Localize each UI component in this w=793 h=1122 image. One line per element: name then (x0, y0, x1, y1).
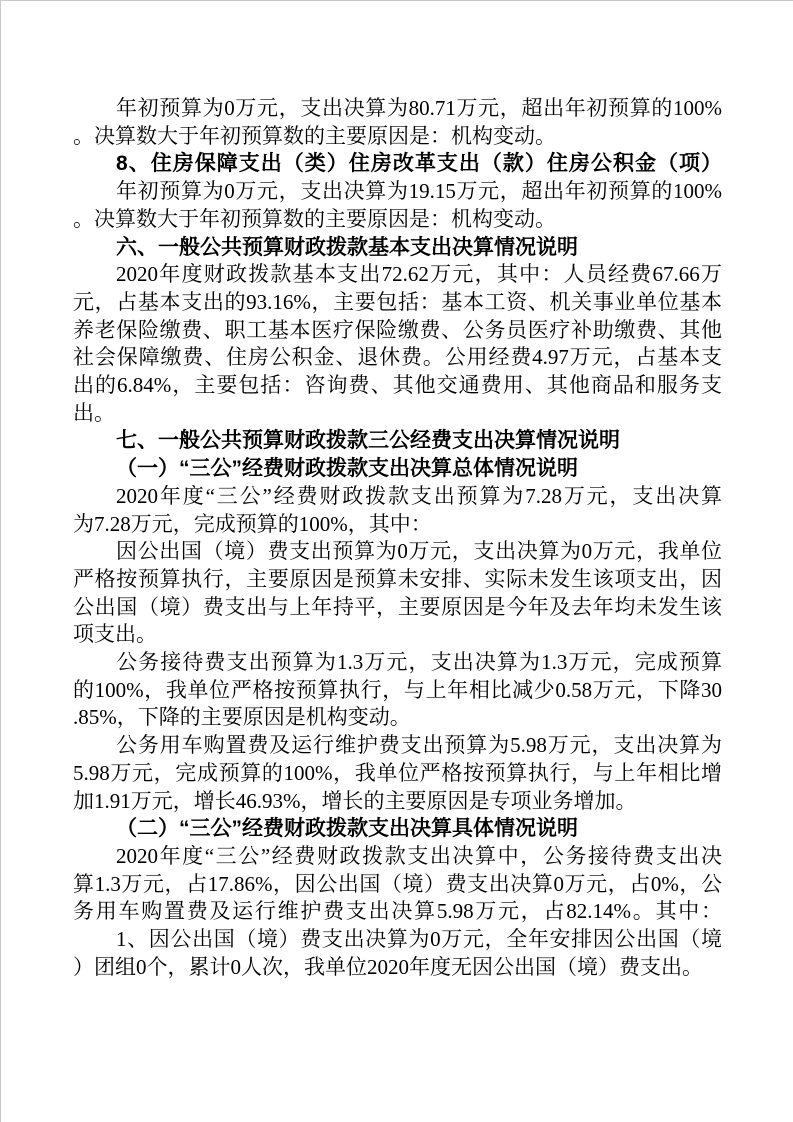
text-line: 2020年度财政拨款基本支出72.62万元，其中：人员经费67.66万 (116, 262, 722, 287)
heading-line: （二）“三公”经费财政拨款支出决算具体情况说明 (116, 817, 578, 841)
text-line: 2020年度“三公”经费财政拨款支出决算中，公务接待费支出决 (116, 843, 722, 868)
text-line: ）团组0个，累计0人次，我单位2020年度无因公出国（境）费支出。 (73, 954, 703, 979)
text-line: 年初预算为0万元，支出决算为80.71万元，超出年初预算的100% (116, 96, 722, 120)
text-line: 1、因公出国（境）费支出决算为0万元，全年安排因公出国（境 (116, 927, 722, 952)
text-line: 。决算数大于年初预算数的主要原因是：机构变动。 (73, 123, 556, 148)
text-line: 因公出国（境）费支出预算为0万元，支出决算为0万元，我单位 (116, 539, 722, 564)
text-line: 2020年度“三公”经费财政拨款支出预算为7.28万元，支出决算 (116, 483, 722, 508)
text-line: 公出国（境）费支出与上年持平，主要原因是今年及去年均未发生该 (73, 594, 722, 619)
text-line: 元，占基本支出的93.16%，主要包括：基本工资、机关事业单位基本 (73, 289, 722, 314)
text-line: 出。 (73, 400, 115, 425)
heading-line: 六、一般公共预算财政拨款基本支出决算情况说明 (116, 235, 578, 259)
heading-line: 七、一般公共预算财政拨款三公经费支出决算情况说明 (116, 429, 620, 453)
text-line: 的100%，我单位严格按预算执行，与上年相比减少0.58万元，下降30 (73, 677, 722, 702)
text-line: 出的6.84%，主要包括：咨询费、其他交通费用、其他商品和服务支 (73, 373, 722, 398)
text-line: 社会保障缴费、住房公积金、退休费。公用经费4.97万元，占基本支 (73, 345, 722, 370)
text-line: 养老保险缴费、职工基本医疗保险缴费、公务员医疗补助缴费、其他 (73, 317, 722, 342)
text-line: 项支出。 (73, 622, 157, 647)
text-line: 年初预算为0万元，支出决算为19.15万元，超出年初预算的100% (116, 179, 722, 204)
text-line: 务用车购置费及运行维护费支出决算5.98万元，占82.14%。其中： (73, 899, 722, 924)
heading-line: （一）“三公”经费财政拨款支出决算总体情况说明 (116, 457, 578, 481)
text-line: 严格按预算执行，主要原因是预算未安排、实际未发生该项支出，因 (73, 566, 722, 591)
text-line: 公务用车购置费及运行维护费支出预算为5.98万元，支出决算为 (116, 733, 722, 758)
text-line: 。决算数大于年初预算数的主要原因是：机构变动。 (73, 206, 556, 231)
text-line: 为7.28万元，完成预算的100%，其中： (73, 511, 432, 536)
document-body (73, 95, 722, 982)
heading-line: 8、住房保障支出（类）住房改革支出（款）住房公积金（项） (116, 152, 722, 176)
text-line: 加1.91万元，增长46.93%，增长的主要原因是专项业务增加。 (73, 788, 637, 813)
text-line: .85%，下降的主要原因是机构变动。 (73, 705, 411, 730)
text-line: 算1.3万元，占17.86%，因公出国（境）费支出决算0万元，占0%，公 (73, 871, 722, 896)
text-line: 公务接待费支出预算为1.3万元，支出决算为1.3万元，完成预算 (116, 650, 722, 675)
text-line: 5.98万元，完成预算的100%，我单位严格按预算执行，与上年相比增 (73, 760, 722, 785)
